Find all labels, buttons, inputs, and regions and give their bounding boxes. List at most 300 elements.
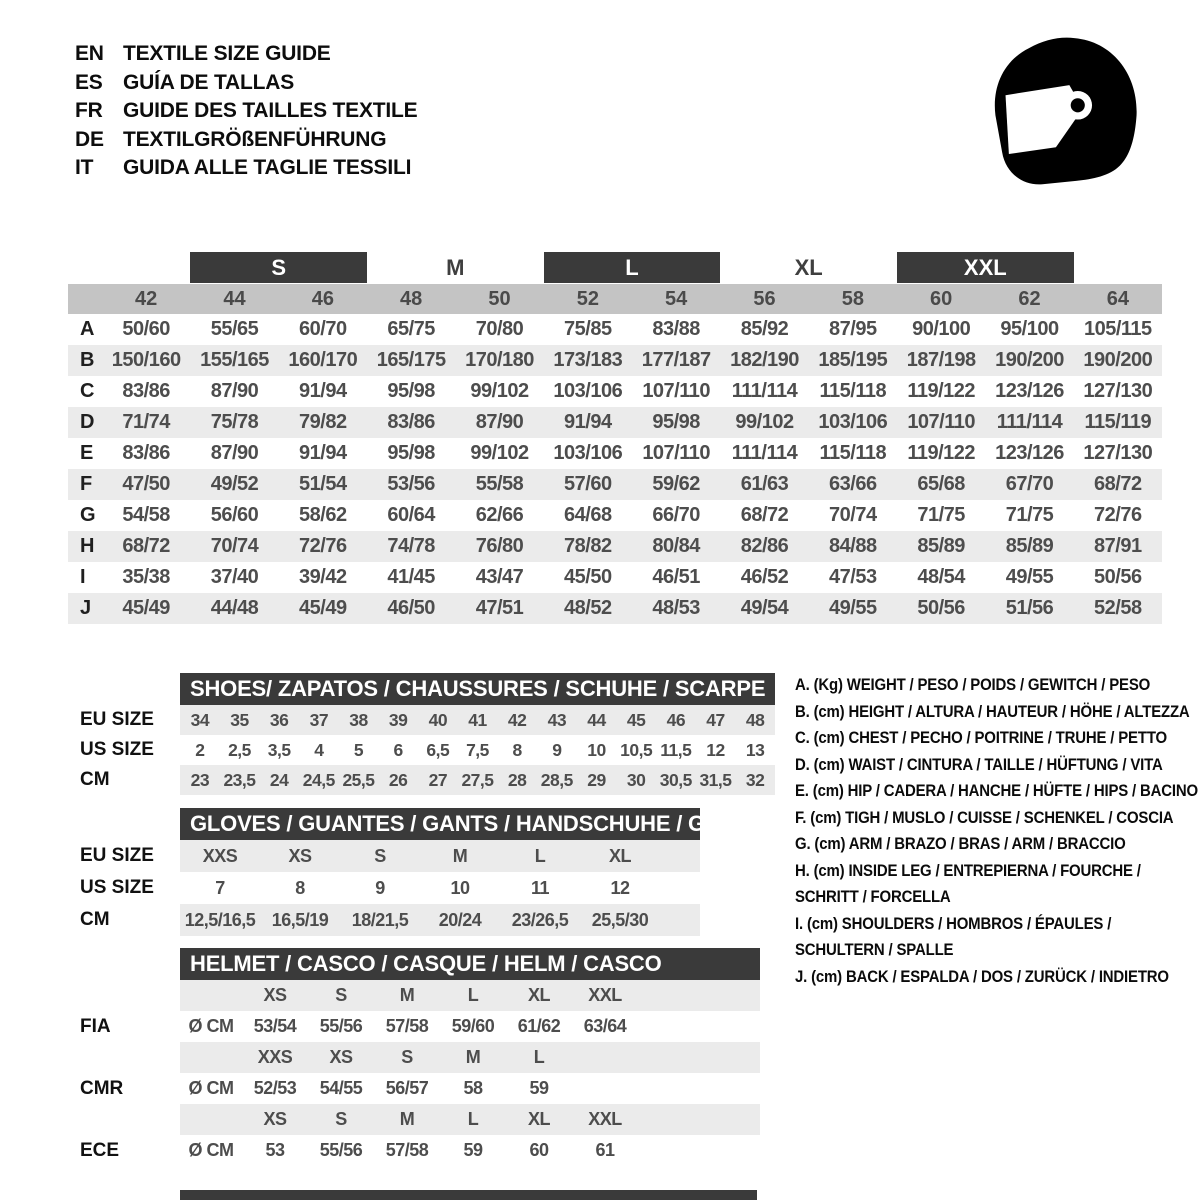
size-value: 25,5 bbox=[342, 770, 375, 790]
unit-spacer bbox=[180, 1042, 242, 1073]
legend-item: B. (cm) HEIGHT / ALTURA / HAUTEUR / HÖHE / ALTEZZA bbox=[795, 701, 1190, 721]
measurement-value: 111/114 bbox=[731, 380, 798, 402]
size-value: M bbox=[452, 846, 468, 866]
measurement-value: 68/72 bbox=[122, 535, 170, 557]
measurement-value: 75/85 bbox=[564, 318, 612, 340]
size-value: 28,5 bbox=[540, 770, 573, 790]
measurement-value: 43/47 bbox=[475, 566, 524, 588]
measurement-value: 74/78 bbox=[387, 535, 435, 557]
measurement-value: 119/122 bbox=[907, 380, 976, 402]
size-value: XS bbox=[288, 846, 312, 866]
measurement-value: 70/74 bbox=[829, 504, 877, 526]
measurement-value: 67/70 bbox=[1005, 473, 1054, 495]
size-value: 48 bbox=[745, 710, 765, 730]
measurement-value: 51/54 bbox=[299, 473, 347, 495]
helmet-values-row bbox=[68, 1011, 760, 1042]
helmet-size: XXL bbox=[588, 1109, 622, 1129]
measurement-row bbox=[68, 314, 1162, 345]
size-value: 43 bbox=[547, 710, 567, 730]
language-label: TEXTILE SIZE GUIDE bbox=[123, 42, 331, 66]
helmet-sizes-row bbox=[68, 980, 760, 1011]
size-value: 45 bbox=[626, 710, 646, 730]
size-value: 35 bbox=[230, 710, 249, 730]
size-value: 2,5 bbox=[228, 740, 251, 760]
measurement-row bbox=[68, 531, 1162, 562]
measurement-value: 182/190 bbox=[730, 349, 799, 371]
measurement-value: 115/118 bbox=[819, 380, 887, 402]
size-value: 9 bbox=[375, 878, 385, 898]
measurement-value: 52/58 bbox=[1094, 597, 1142, 619]
measurement-value: 80/84 bbox=[652, 535, 700, 557]
measurement-value: 49/54 bbox=[740, 597, 789, 619]
helmet-size: S bbox=[335, 1109, 347, 1129]
helmet-value: 58 bbox=[463, 1078, 483, 1098]
measurement-legend bbox=[795, 672, 1198, 990]
size-strip-row bbox=[68, 284, 1162, 314]
helmet-size-table bbox=[68, 948, 760, 1166]
helmet-value: 59 bbox=[529, 1078, 549, 1098]
measurement-value: 111/114 bbox=[996, 411, 1063, 433]
measurement-row bbox=[68, 469, 1162, 500]
size-value: XXS bbox=[202, 846, 238, 866]
measurement-value: 47/51 bbox=[475, 597, 524, 619]
measurement-value: 64/68 bbox=[564, 504, 612, 526]
measurement-value: 177/187 bbox=[641, 349, 711, 371]
language-label: GUIDE DES TAILLES TEXTILE bbox=[123, 99, 418, 123]
helmet-value: 61 bbox=[595, 1140, 615, 1160]
measurement-value: 44/48 bbox=[210, 597, 259, 619]
row-label-spacer bbox=[68, 1104, 180, 1135]
measurement-value: 85/89 bbox=[1005, 535, 1054, 557]
row-label: EU SIZE bbox=[80, 709, 154, 730]
size-value: 23/26,5 bbox=[511, 910, 569, 930]
measurement-value: 48/52 bbox=[564, 597, 612, 619]
row-band bbox=[180, 735, 775, 765]
helmet-size bbox=[572, 1042, 638, 1073]
measurement-value: 95/100 bbox=[1000, 318, 1059, 340]
measurement-value: 41/45 bbox=[387, 566, 435, 588]
size-value: 27 bbox=[428, 770, 448, 790]
measurement-value: 49/52 bbox=[210, 473, 259, 495]
measurement-value: 83/86 bbox=[387, 411, 435, 433]
helmet-value: 53/54 bbox=[253, 1016, 297, 1036]
size-label: 50 bbox=[488, 288, 511, 310]
size-row bbox=[68, 705, 775, 735]
size-label: 52 bbox=[576, 288, 599, 310]
size-value: 42 bbox=[507, 710, 527, 730]
measurement-value: 47/50 bbox=[122, 473, 170, 495]
measurement-value: 107/110 bbox=[907, 411, 976, 433]
size-value: 47 bbox=[706, 710, 725, 730]
measurement-value: 63/66 bbox=[829, 473, 877, 495]
measurement-value: 70/80 bbox=[475, 318, 524, 340]
row-letter: H bbox=[80, 535, 95, 557]
measurement-value: 78/82 bbox=[564, 535, 612, 557]
measurement-value: 190/200 bbox=[1083, 349, 1153, 371]
row-label: CM bbox=[80, 909, 110, 930]
size-value: 5 bbox=[353, 740, 364, 760]
helmet-size: XS bbox=[263, 1109, 287, 1129]
measurement-value: 68/72 bbox=[1094, 473, 1142, 495]
legend-item: I. (cm) SHOULDERS / HOMBROS / ÉPAULES / bbox=[795, 913, 1112, 933]
size-label: 56 bbox=[753, 288, 776, 310]
language-row bbox=[75, 69, 417, 98]
size-value: 30 bbox=[626, 770, 646, 790]
measurement-value: 55/58 bbox=[475, 473, 524, 495]
language-code: ES bbox=[75, 70, 103, 94]
size-label: 58 bbox=[841, 288, 864, 310]
size-value: 13 bbox=[745, 740, 765, 760]
measurement-value: 83/86 bbox=[122, 442, 170, 464]
measurement-value: 37/40 bbox=[210, 566, 259, 588]
measurement-value: 150/160 bbox=[111, 349, 181, 371]
measurement-value: 173/183 bbox=[553, 349, 623, 371]
size-value: S bbox=[374, 846, 386, 866]
language-code: EN bbox=[75, 42, 104, 66]
legend-item: H. (cm) INSIDE LEG / ENTREPIERNA / FOURCHE / bbox=[795, 860, 1141, 880]
size-label: 48 bbox=[400, 288, 423, 310]
measurement-row bbox=[68, 438, 1162, 469]
measurement-value: 127/130 bbox=[1083, 380, 1153, 402]
measurement-value: 66/70 bbox=[652, 504, 700, 526]
gloves-section-header: GLOVES / GUANTES / GANTS / HANDSCHUHE / GUANTI bbox=[180, 808, 700, 840]
row-letter: F bbox=[80, 473, 93, 495]
helmet-size: S bbox=[401, 1047, 413, 1067]
helmet-value: 59/60 bbox=[451, 1016, 495, 1036]
measurement-value: 87/91 bbox=[1094, 535, 1142, 557]
measurement-value: 165/175 bbox=[376, 349, 446, 371]
measurement-value: 99/102 bbox=[735, 411, 794, 433]
measurement-row bbox=[68, 345, 1162, 376]
measurement-value: 95/98 bbox=[387, 380, 435, 402]
measurement-value: 53/56 bbox=[387, 473, 435, 495]
size-label: 60 bbox=[930, 288, 953, 310]
size-value: 44 bbox=[587, 710, 606, 730]
size-label: 54 bbox=[665, 288, 688, 310]
row-letter: D bbox=[80, 411, 95, 433]
measurement-value: 72/76 bbox=[1094, 504, 1142, 526]
size-value: 29 bbox=[587, 770, 606, 790]
size-value: 23,5 bbox=[223, 770, 256, 790]
measurement-value: 58/62 bbox=[299, 504, 347, 526]
measurement-value: 56/60 bbox=[210, 504, 259, 526]
size-label: 44 bbox=[223, 288, 246, 310]
row-label: EU SIZE bbox=[80, 845, 154, 866]
measurement-value: 185/195 bbox=[818, 349, 888, 371]
size-row bbox=[68, 765, 775, 795]
helmet-value: 57/58 bbox=[385, 1140, 429, 1160]
textile-size-table bbox=[68, 252, 1162, 624]
helmet-size: XS bbox=[263, 985, 287, 1005]
helmet-size: XS bbox=[329, 1047, 353, 1067]
measurement-value: 87/90 bbox=[210, 380, 259, 402]
size-label: 64 bbox=[1106, 288, 1129, 310]
helmet-size: S bbox=[335, 985, 347, 1005]
row-letter: A bbox=[80, 318, 95, 340]
language-label: GUIDA ALLE TAGLIE TESSILI bbox=[123, 156, 412, 180]
size-value: 10 bbox=[450, 878, 470, 898]
size-group-s: S bbox=[190, 252, 367, 283]
row-letter: J bbox=[80, 597, 92, 619]
helmet-value: 57/58 bbox=[385, 1016, 429, 1036]
unit-spacer bbox=[180, 1104, 242, 1135]
row-band bbox=[180, 872, 700, 904]
measurement-value: 45/50 bbox=[564, 566, 612, 588]
helmet-section-header: HELMET / CASCO / CASQUE / HELM / CASCO bbox=[180, 948, 760, 980]
measurement-row bbox=[68, 562, 1162, 593]
measurement-value: 50/56 bbox=[1094, 566, 1142, 588]
size-value: 10 bbox=[587, 740, 606, 760]
measurement-value: 65/75 bbox=[387, 318, 435, 340]
measurement-value: 45/49 bbox=[299, 597, 347, 619]
size-value: 9 bbox=[552, 740, 562, 760]
size-value: 28 bbox=[507, 770, 527, 790]
helmet-value: 60 bbox=[529, 1140, 549, 1160]
helmet-size: L bbox=[533, 1047, 545, 1067]
size-group-m: M bbox=[446, 255, 465, 280]
size-value: XL bbox=[608, 846, 631, 866]
size-value: 36 bbox=[269, 710, 289, 730]
measurement-value: 85/92 bbox=[740, 318, 789, 340]
size-value: 12 bbox=[610, 878, 630, 898]
row-band bbox=[180, 1011, 760, 1042]
measurement-value: 103/106 bbox=[553, 442, 623, 464]
size-value: 6,5 bbox=[426, 740, 450, 760]
row-letter: E bbox=[80, 442, 94, 464]
size-value: 24 bbox=[269, 770, 289, 790]
size-row bbox=[68, 872, 700, 904]
measurement-value: 95/98 bbox=[387, 442, 435, 464]
measurement-value: 71/75 bbox=[1005, 504, 1054, 526]
language-row bbox=[75, 40, 417, 69]
measurement-value: 111/114 bbox=[731, 442, 798, 464]
measurement-value: 68/72 bbox=[740, 504, 789, 526]
row-band bbox=[180, 1073, 760, 1104]
size-label: 62 bbox=[1018, 288, 1041, 310]
measurement-value: 127/130 bbox=[1083, 442, 1153, 464]
helmet-value: 55/56 bbox=[319, 1016, 363, 1036]
diameter-unit: Ø CM bbox=[188, 1078, 234, 1098]
size-value: 6 bbox=[393, 740, 403, 760]
size-value: 46 bbox=[666, 710, 686, 730]
measurement-value: 91/94 bbox=[299, 442, 347, 464]
measurement-value: 87/90 bbox=[475, 411, 524, 433]
legend-item: F. (cm) TIGH / MUSLO / CUISSE / SCHENKEL / COSCIA bbox=[795, 807, 1174, 827]
size-label: 46 bbox=[311, 288, 334, 310]
measurement-value: 54/58 bbox=[122, 504, 170, 526]
row-letter: G bbox=[80, 504, 96, 526]
size-value: 40 bbox=[428, 710, 448, 730]
diameter-unit: Ø CM bbox=[188, 1016, 234, 1036]
size-value: 31,5 bbox=[699, 770, 732, 790]
helmet-value: 52/53 bbox=[253, 1078, 297, 1098]
measurement-value: 82/86 bbox=[740, 535, 789, 557]
language-code: IT bbox=[75, 156, 94, 180]
size-value: 3,5 bbox=[267, 740, 291, 760]
size-value: 20/24 bbox=[438, 910, 482, 930]
row-letter: I bbox=[80, 566, 86, 588]
helmet-size: L bbox=[467, 1109, 479, 1129]
measurement-value: 99/102 bbox=[470, 442, 529, 464]
helmet-value: 61/62 bbox=[517, 1016, 561, 1036]
size-value: 8 bbox=[512, 740, 522, 760]
measurement-value: 46/51 bbox=[652, 566, 700, 588]
language-row bbox=[75, 97, 417, 126]
helmet-size: M bbox=[399, 1109, 415, 1129]
language-label: GUÍA DE TALLAS bbox=[123, 70, 295, 94]
shoes-size-table bbox=[68, 673, 775, 795]
helmet-logo-svg bbox=[982, 28, 1150, 196]
measurement-value: 107/110 bbox=[642, 380, 711, 402]
measurement-value: 87/90 bbox=[210, 442, 259, 464]
size-group-l: L bbox=[544, 252, 721, 283]
size-group-row bbox=[68, 252, 1162, 283]
size-value: 16,5/19 bbox=[271, 910, 329, 930]
cutoff-section-bar bbox=[180, 1190, 757, 1200]
size-value: 39 bbox=[388, 710, 408, 730]
measurement-value: 62/66 bbox=[475, 504, 524, 526]
measurement-value: 60/64 bbox=[387, 504, 435, 526]
row-band bbox=[180, 840, 700, 872]
size-row bbox=[68, 904, 700, 936]
measurement-value: 87/95 bbox=[829, 318, 877, 340]
measurement-value: 59/62 bbox=[652, 473, 700, 495]
row-band bbox=[180, 1042, 760, 1073]
size-value: 30,5 bbox=[659, 770, 692, 790]
size-value: 25,5/30 bbox=[591, 910, 649, 930]
measurement-value: 60/70 bbox=[299, 318, 347, 340]
row-band bbox=[180, 1135, 760, 1166]
size-group-xl: XL bbox=[794, 255, 823, 280]
helmet-value: 54/55 bbox=[319, 1078, 363, 1098]
legend-item: SCHRITT / FORCELLA bbox=[795, 887, 951, 906]
size-value: 11 bbox=[530, 878, 550, 898]
language-row bbox=[75, 126, 417, 155]
legend-item: G. (cm) ARM / BRAZO / BRAS / ARM / BRACCIO bbox=[795, 834, 1126, 853]
measurement-value: 61/63 bbox=[740, 473, 789, 495]
measurement-value: 103/106 bbox=[553, 380, 623, 402]
row-letter: C bbox=[80, 380, 95, 402]
size-value: 24,5 bbox=[302, 770, 335, 790]
helmet-values-row bbox=[68, 1135, 760, 1166]
measurement-row bbox=[68, 593, 1162, 624]
row-band bbox=[180, 765, 775, 795]
size-value: 26 bbox=[388, 770, 408, 790]
measurement-value: 187/198 bbox=[906, 349, 976, 371]
measurement-value: 55/65 bbox=[210, 318, 259, 340]
measurement-value: 71/74 bbox=[122, 411, 170, 433]
measurement-value: 39/42 bbox=[299, 566, 347, 588]
size-value: 7 bbox=[215, 878, 225, 898]
gloves-size-table bbox=[68, 808, 772, 936]
language-label: TEXTILGRÖßENFÜHRUNG bbox=[123, 127, 387, 151]
measurement-value: 65/68 bbox=[917, 473, 965, 495]
measurement-value: 79/82 bbox=[299, 411, 347, 433]
measurement-value: 85/89 bbox=[917, 535, 965, 557]
shoes-section-header: SHOES/ ZAPATOS / CHAUSSURES / SCHUHE / SCARPE bbox=[180, 673, 775, 705]
language-list bbox=[75, 40, 417, 183]
measurement-value: 50/56 bbox=[917, 597, 965, 619]
measurement-value: 95/98 bbox=[652, 411, 700, 433]
measurement-value: 84/88 bbox=[829, 535, 877, 557]
legend-item: SCHULTERN / SPALLE bbox=[795, 940, 954, 959]
size-value: 4 bbox=[314, 740, 324, 760]
size-group-xxl: XXL bbox=[897, 252, 1074, 283]
size-value: 10,5 bbox=[620, 740, 653, 760]
measurement-value: 107/110 bbox=[642, 442, 711, 464]
standard-label: FIA bbox=[80, 1016, 111, 1037]
measurement-value: 46/52 bbox=[740, 566, 789, 588]
size-value: 12 bbox=[706, 740, 725, 760]
row-letter: B bbox=[80, 349, 95, 371]
helmet-size: XXL bbox=[588, 985, 622, 1005]
measurement-value: 51/56 bbox=[1005, 597, 1054, 619]
measurement-value: 48/54 bbox=[917, 566, 965, 588]
language-code: DE bbox=[75, 127, 104, 151]
helmet-sizes-row bbox=[68, 1042, 760, 1073]
helmet-size: M bbox=[465, 1047, 481, 1067]
measurement-value: 83/86 bbox=[122, 380, 170, 402]
measurement-value: 83/88 bbox=[652, 318, 700, 340]
helmet-values-row bbox=[68, 1073, 760, 1104]
measurement-value: 47/53 bbox=[829, 566, 877, 588]
size-value: 37 bbox=[309, 710, 329, 730]
size-row bbox=[68, 840, 700, 872]
size-value: 18/21,5 bbox=[351, 910, 409, 930]
measurement-value: 75/78 bbox=[210, 411, 259, 433]
helmet-size: XL bbox=[527, 1109, 550, 1129]
measurement-value: 115/119 bbox=[1084, 411, 1152, 433]
helmet-value: 59 bbox=[463, 1140, 483, 1160]
size-value: 41 bbox=[468, 710, 487, 730]
size-value: 2 bbox=[195, 740, 205, 760]
strip-spacer bbox=[68, 284, 102, 314]
legend-item: C. (cm) CHEST / PECHO / POITRINE / TRUHE / PETTO bbox=[795, 728, 1167, 747]
helmet-value: 63/64 bbox=[583, 1016, 627, 1036]
measurement-value: 35/38 bbox=[122, 566, 170, 588]
measurement-row bbox=[68, 407, 1162, 438]
helmet-value: 53 bbox=[265, 1140, 285, 1160]
measurement-value: 48/53 bbox=[652, 597, 700, 619]
row-label: US SIZE bbox=[80, 739, 154, 760]
size-value: 8 bbox=[295, 878, 305, 898]
size-value: 23 bbox=[190, 770, 210, 790]
size-value: 38 bbox=[349, 710, 368, 730]
helmet-sizes-row bbox=[68, 1104, 760, 1135]
measurement-value: 49/55 bbox=[829, 597, 877, 619]
measurement-value: 70/74 bbox=[210, 535, 259, 557]
row-band bbox=[180, 1104, 760, 1135]
measurement-value: 105/115 bbox=[1083, 318, 1152, 340]
helmet-size: M bbox=[399, 985, 415, 1005]
measurement-value: 46/50 bbox=[387, 597, 435, 619]
legend-item: A. (Kg) WEIGHT / PESO / POIDS / GEWITCH / PESO bbox=[795, 675, 1151, 694]
measurement-value: 50/60 bbox=[122, 318, 170, 340]
diameter-unit: Ø CM bbox=[188, 1140, 234, 1160]
measurement-value: 71/75 bbox=[917, 504, 965, 526]
row-band bbox=[180, 904, 700, 936]
helmet-value bbox=[572, 1073, 638, 1104]
row-label: US SIZE bbox=[80, 877, 154, 898]
measurement-value: 45/49 bbox=[122, 597, 170, 619]
size-value: 7,5 bbox=[466, 740, 489, 760]
measurement-value: 123/126 bbox=[995, 442, 1064, 464]
measurement-value: 115/118 bbox=[819, 442, 887, 464]
helmet-value: 55/56 bbox=[319, 1140, 363, 1160]
measurement-value: 155/165 bbox=[200, 349, 269, 371]
language-row bbox=[75, 154, 417, 183]
measurement-row bbox=[68, 500, 1162, 531]
